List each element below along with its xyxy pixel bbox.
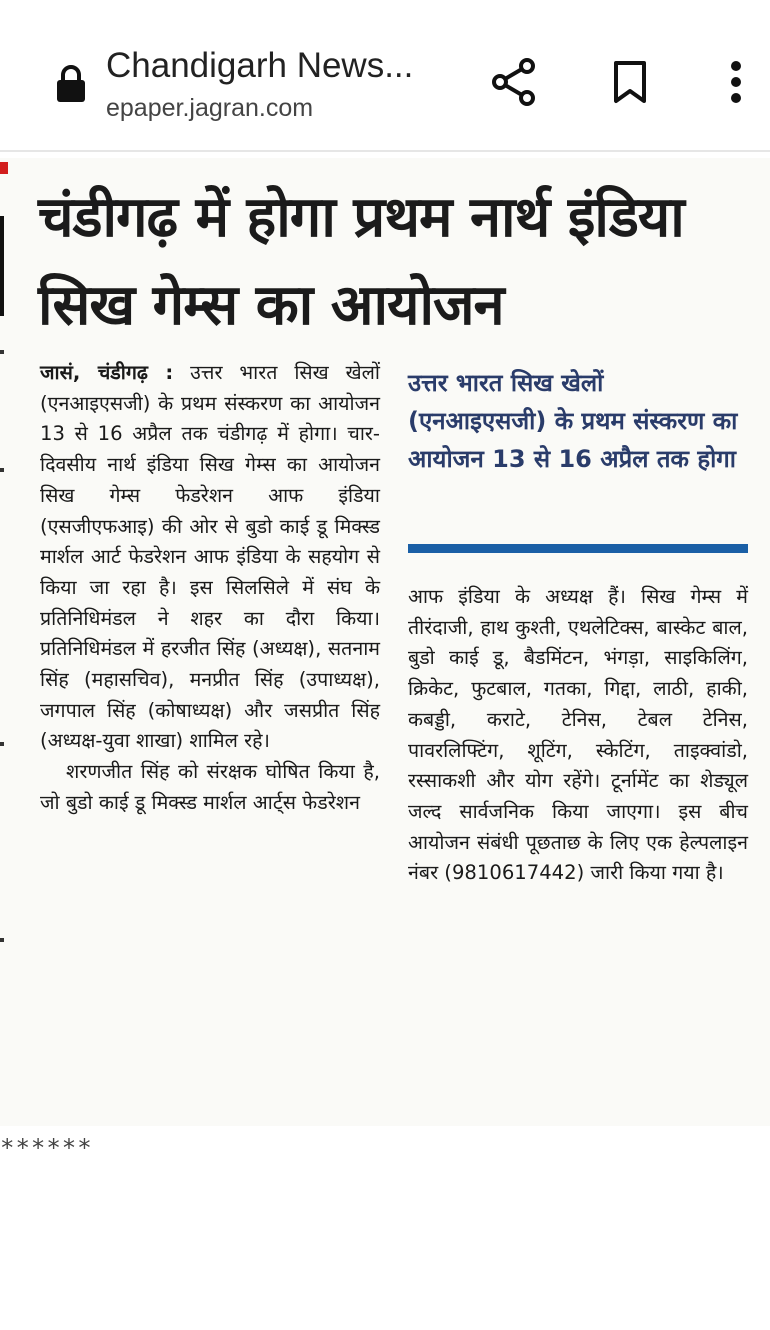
red-mark	[0, 162, 8, 174]
epaper-clipping[interactable]	[0, 158, 770, 1126]
edge-tick	[0, 350, 4, 354]
separator-stars: ******	[0, 1134, 93, 1162]
edge-tick	[0, 938, 4, 942]
page-url[interactable]: epaper.jagran.com	[106, 94, 314, 122]
more-vert-icon	[729, 59, 743, 105]
bookmark-icon	[612, 59, 648, 105]
lock-icon	[54, 64, 88, 104]
pull-quote: उत्तर भारत सिख खेलों (एनआइएसजी) के प्रथम संस्करण का आयोजन 13 से 16 अप्रैल तक होगा	[408, 369, 738, 473]
body-text: उत्तर भारत सिख खेलों (एनआइएसजी) के प्रथम संस्करण का आयोजन 13 से 16 अप्रैल तक चंडीगढ़ में होगा। चार-दिवसीय नार्थ इंडिया सिख गेम्स का आयोजन सिख गेम्स फेडरेशन आफ इंडिया (एसजीएफआइ) की ओर से बुडो काई डू मिक्स्ड मार्शल आर्ट फेडरेशन आफ इंडिया के सहयोग से किया जा रहा है। इस सिलसिले में संघ के प्रतिनिधिमंडल ने शहर का दौरा किया। प्रतिनिधिमंडल में हरजीत सिंह (अध्यक्ष), सतनाम सिंह (महासचिव), मनप्रीत सिंह (उपाध्यक्ष), जगपाल सिंह (कोषाध्यक्ष) और जसप्रीत सिंह (अध्यक्ष-युवा शाखा) शामिल रहे।	[40, 361, 380, 753]
article-headline: चंडीगढ़ में होगा प्रथम नार्थ इंडिया सिख गेम्स का आयोजन	[38, 185, 684, 338]
share-icon	[491, 57, 537, 107]
edge-bar	[0, 216, 4, 316]
article-column-right	[408, 582, 748, 889]
edge-tick	[0, 468, 4, 472]
dateline: जासं, चंडीगढ़ :	[40, 361, 174, 384]
body-text-right: आफ इंडिया के अध्यक्ष हैं। सिख गेम्स में तीरंदाजी, हाथ कुश्ती, एथलेटिक्स, बास्केट बाल, बुडो काई डू, बैडमिंटन, भंगड़ा, साइकिलिंग, क्रिकेट, फुटबाल, गतका, गिद्दा, लाठी, हाकी, कबड्डी, कराटे, टेनिस, टेबल टेनिस, पावरलिफ्टिंग, शूटिंग, स्केटिंग, ताइक्वांडो, रस्साकशी और योग रहेंगे। टूर्नामेंट का शेड्यूल जल्द सार्वजनिक किया जाएगा। इस बीच आयोजन संबंधी पूछताछ के लिए एक हेल्पलाइन नंबर (9810617442) जारी किया गया है।	[408, 585, 748, 885]
pull-quote-rule	[408, 544, 748, 553]
edge-tick	[0, 742, 4, 746]
toolbar-divider	[0, 150, 770, 152]
page-title[interactable]: Chandigarh News...	[106, 46, 414, 85]
body-text-2: शरणजीत सिंह को संरक्षक घोषित किया है, जो बुडो काई डू मिक्स्ड मार्शल आर्ट्स फेडरेशन	[40, 760, 380, 814]
article-column-left	[40, 358, 380, 819]
page-background	[0, 1130, 770, 1330]
browser-toolbar	[0, 0, 770, 152]
share-button[interactable]	[486, 52, 542, 112]
bookmark-button[interactable]	[602, 52, 658, 112]
more-options-button[interactable]	[708, 52, 764, 112]
